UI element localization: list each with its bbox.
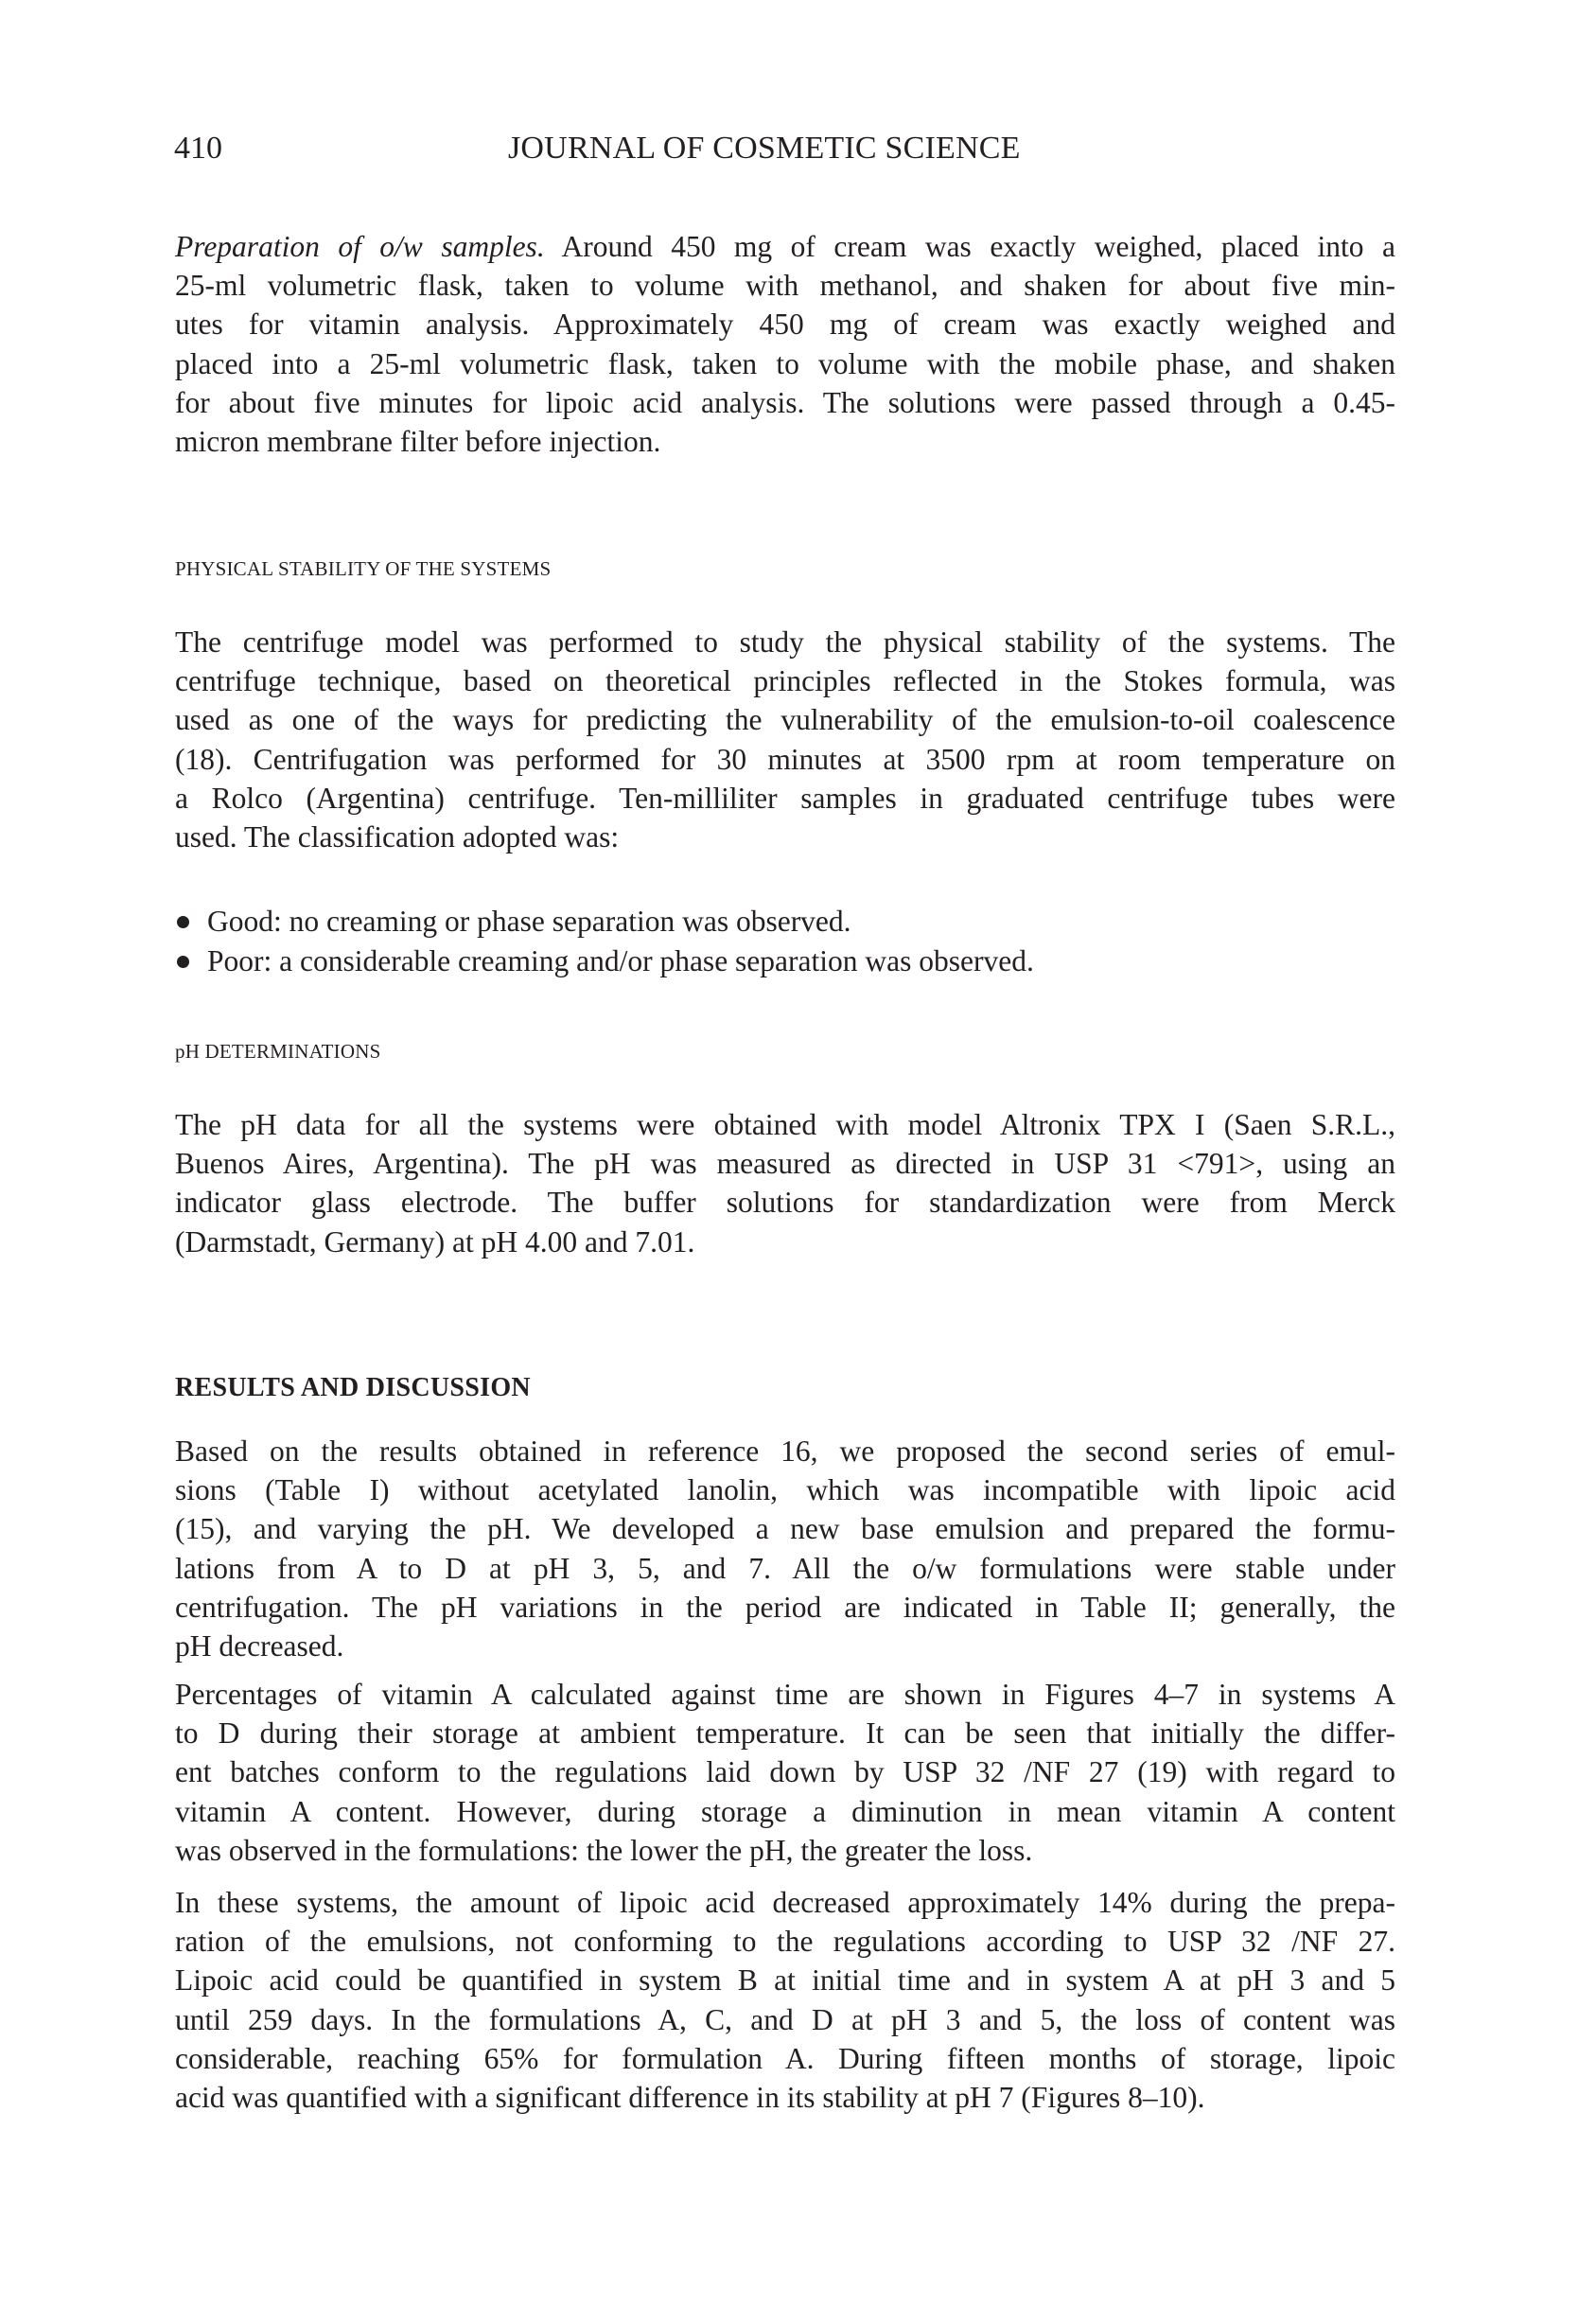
paragraph-line: acid was quantified with a significant difference in its stability at pH 7 (Figures 8–10). <box>175 2080 1205 2114</box>
run-in-heading: Preparation of o/w samples. <box>175 230 545 263</box>
paragraph-line: (15), and varying the pH. We developed a new base emulsion and prepared the formu- <box>175 1512 1395 1546</box>
paragraph-line: pH decreased. <box>175 1628 344 1663</box>
paragraph-line: micron membrane filter before injection. <box>175 424 661 458</box>
section-heading-results: RESULTS AND DISCUSSION <box>175 1373 531 1402</box>
paragraph-line: The centrifuge model was performed to study the physical stability of the systems. The <box>175 625 1395 659</box>
paragraph-line: indicator glass electrode. The buffer solutions for standardization were from Merck <box>175 1186 1395 1220</box>
paragraph-line: Preparation of o/w samples. Around 450 mg of cream was exactly weighed, placed into a <box>175 230 1395 263</box>
paragraph-physical-stability <box>175 623 1395 856</box>
paragraph-line: (18). Centrifugation was performed for 30 minutes at 3500 rpm at room temperature on <box>175 742 1395 776</box>
paragraph-preparation-ow <box>175 227 1395 461</box>
paragraph-line: used. The classification adopted was: <box>175 819 620 854</box>
paragraph-line: In these systems, the amount of lipoic acid decreased approximately 14% during the prepa- <box>175 1886 1395 1919</box>
journal-title: JOURNAL OF COSMETIC SCIENCE <box>508 131 1021 166</box>
paragraph-line: Lipoic acid could be quantified in system B at initial time and in system A at pH 3 and 5 <box>175 1963 1395 1998</box>
paragraph-line: considerable, reaching 65% for formulation A. During fifteen months of storage, lipoic <box>175 2041 1395 2075</box>
paragraph-line: Percentages of vitamin A calculated against time are shown in Figures 4–7 in systems A <box>175 1678 1395 1711</box>
bullet-icon <box>177 956 189 968</box>
section-heading-ph-determinations: pH DETERMINATIONS <box>175 1040 381 1063</box>
paragraph-results-2 <box>175 1675 1395 1870</box>
paragraph-line: utes for vitamin analysis. Approximately 450 mg of cream was exactly weighed and <box>175 308 1395 342</box>
paragraph-line: 25-ml volumetric flask, taken to volume with methanol, and shaken for about five min- <box>175 269 1395 303</box>
paragraph-line: ration of the emulsions, not conforming to the regulations according to USP 32 /NF 27. <box>175 1925 1395 1959</box>
list-item <box>175 942 1395 981</box>
paragraph-line: for about five minutes for lipoic acid analysis. The solutions were passed through a 0.45- <box>175 385 1395 419</box>
paragraph-line: sions (Table I) without acetylated lanolin, which was incompatible with lipoic acid <box>175 1473 1395 1507</box>
paragraph-line: vitamin A content. However, during storage a diminution in mean vitamin A content <box>175 1794 1395 1828</box>
page-number: 410 <box>174 131 222 166</box>
paragraph-line: placed into a 25-ml volumetric flask, taken to volume with the mobile phase, and shaken <box>175 346 1395 380</box>
paragraph-results-3 <box>175 1883 1395 2117</box>
paragraph-line: until 259 days. In the formulations A, C, and D at pH 3 and 5, the loss of content was <box>175 2002 1395 2036</box>
list-item <box>175 902 1395 942</box>
classification-list <box>175 902 1395 981</box>
paragraph-line: (Darmstadt, Germany) at pH 4.00 and 7.01. <box>175 1224 695 1259</box>
paragraph-line: centrifugation. The pH variations in the period are indicated in Table II; generally, the <box>175 1590 1395 1624</box>
paragraph-ph-determinations <box>175 1105 1395 1261</box>
running-head <box>174 129 1394 168</box>
classification-poor: Poor: a considerable creaming and/or phase separation was observed. <box>207 944 1034 977</box>
paragraph-line: lations from A to D at pH 3, 5, and 7. All the o/w formulations were stable under <box>175 1551 1395 1585</box>
section-heading-physical-stability: PHYSICAL STABILITY OF THE SYSTEMS <box>175 557 552 580</box>
paragraph-line: to D during their storage at ambient temperature. It can be seen that initially the differ- <box>175 1716 1395 1751</box>
paragraph-results-1 <box>175 1432 1395 1665</box>
paragraph-line: used as one of the ways for predicting the vulnerability of the emulsion-to-oil coalescence <box>175 703 1395 737</box>
paragraph-line: centrifuge technique, based on theoretical principles reflected in the Stokes formula, was <box>175 664 1395 698</box>
paragraph-line: Based on the results obtained in reference 16, we proposed the second series of emul- <box>175 1435 1395 1468</box>
classification-good: Good: no creaming or phase separation was observed. <box>207 905 851 938</box>
paragraph-line: ent batches conform to the regulations laid down by USP 32 /NF 27 (19) with regard to <box>175 1755 1395 1789</box>
paragraph-line: a Rolco (Argentina) centrifuge. Ten-milliliter samples in graduated centrifuge tubes were <box>175 781 1395 815</box>
bullet-icon <box>177 916 189 928</box>
paragraph-line: was observed in the formulations: the lower the pH, the greater the loss. <box>175 1833 1033 1867</box>
paragraph-line: Buenos Aires, Argentina). The pH was measured as directed in USP 31 <791>, using an <box>175 1147 1395 1181</box>
paragraph-line: The pH data for all the systems were obtained with model Altronix TPX I (Saen S.R.L., <box>175 1108 1395 1141</box>
